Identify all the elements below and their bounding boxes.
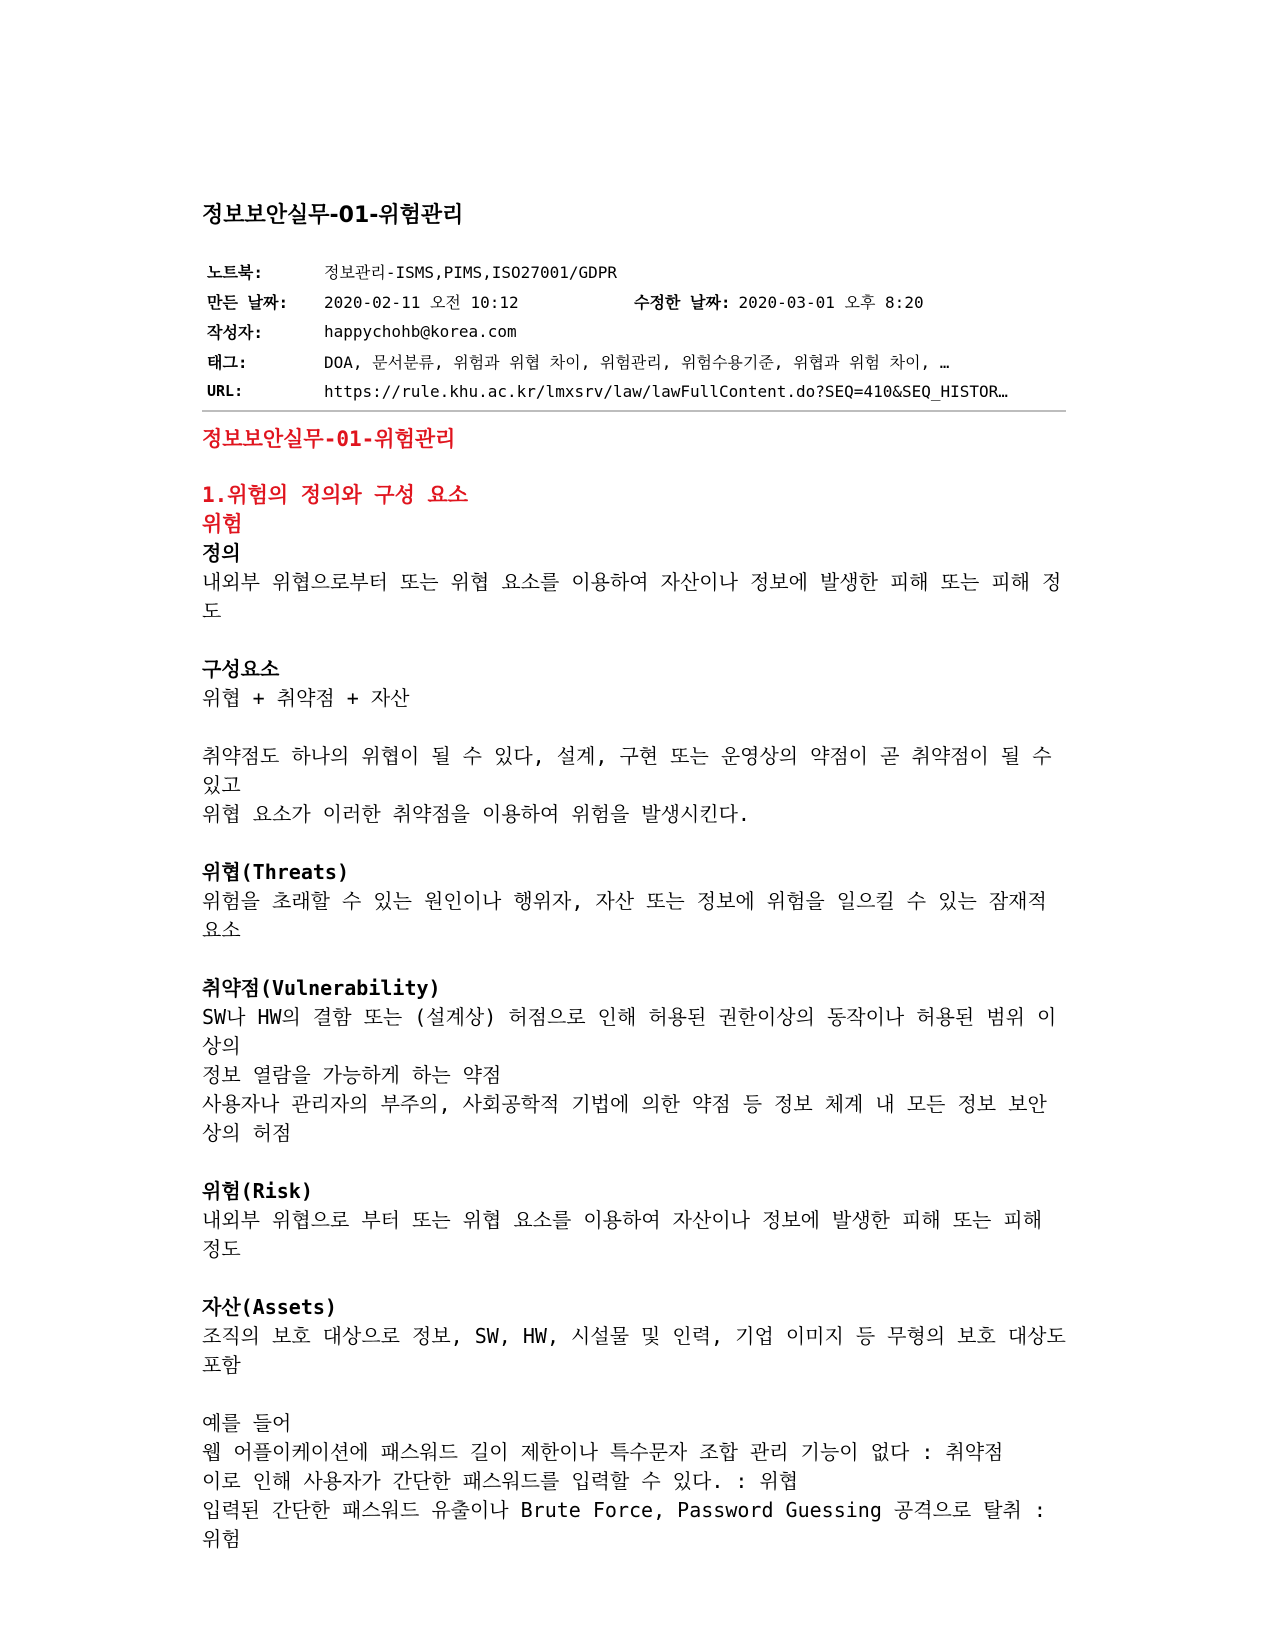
- assets-text: 조직의 보호 대상으로 정보, SW, HW, 시설물 및 인력, 기업 이미지 등 무형의 보호 대상도 포함: [202, 1324, 1066, 1377]
- vulnerability-heading-en: (Vulnerability): [259, 976, 441, 1000]
- section-heading: 1.위험의 정의와 구성 요소: [202, 483, 469, 507]
- content-heading: 정보보안실무-01-위험관리: [202, 427, 456, 451]
- definition-text: 내외부 위협으로부터 또는 위협 요소를 이용하여 자산이나 정보에 발생한 피해 또는 피해 정도: [202, 570, 1062, 623]
- author-value: happychohb@korea.com: [324, 321, 517, 341]
- meta-author-row: [202, 316, 1066, 346]
- assets-heading-ko: 자산: [202, 1295, 241, 1319]
- tags-value: DOA, 문서분류, 위험과 위협 차이, 위험관리, 위험수용기준, 위협과 위험 차이, …: [324, 352, 950, 372]
- risk-heading-en: (Risk): [240, 1179, 313, 1203]
- note-page: [202, 196, 1066, 1554]
- tags-label: 태그:: [207, 352, 248, 372]
- threats-heading-en: (Threats): [240, 860, 350, 884]
- threats-text: 위험을 초래할 수 있는 원인이나 행위자, 자산 또는 정보에 위험을 일으킬 수 있는 잠재적 요소: [202, 889, 1047, 942]
- threats-heading-ko: 위협: [202, 860, 241, 884]
- notebook-value: 정보관리-ISMS,PIMS,ISO27001/GDPR: [324, 262, 618, 282]
- example-line-3: 입력된 간단한 패스워드 유출이나 Brute Force, Password Guessing 공격으로 탈취 : 위험: [202, 1498, 1046, 1551]
- vulnerability-heading: [202, 974, 1066, 1003]
- meta-notebook-row: [202, 256, 1066, 286]
- definition-heading: 정의: [202, 541, 241, 565]
- vulnerability-note-2: 위협 요소가 이러한 취약점을 이용하여 위험을 발생시킨다.: [202, 802, 750, 826]
- risk-heading: 위험: [202, 512, 243, 536]
- modified-value: 2020-03-01 오후 8:20: [738, 292, 924, 312]
- author-label: 작성자:: [207, 322, 264, 342]
- metadata-divider: [202, 410, 1066, 412]
- modified-label: 수정한 날짜:: [634, 292, 731, 312]
- url-link[interactable]: https://rule.khu.ac.kr/lmxsrv/law/lawFullContent.do?SEQ=410&SEQ_HISTOR…: [324, 381, 1008, 401]
- meta-url-row: [202, 376, 1066, 406]
- vulnerability-heading-ko: 취약점: [202, 976, 260, 1000]
- meta-dates-row: [202, 286, 1066, 316]
- risk-heading-ko: 위험: [202, 1179, 241, 1203]
- notebook-label: 노트북:: [207, 262, 264, 282]
- threats-heading: [202, 858, 1066, 887]
- vulnerability-text-3: 사용자나 관리자의 부주의, 사회공학적 기법에 의한 약점 등 정보 체계 내 모든 정보 보안상의 허점: [202, 1092, 1047, 1145]
- assets-heading: [202, 1293, 1066, 1322]
- example-line-2: 이로 인해 사용자가 간단한 패스워드를 입력할 수 있다. : 위협: [202, 1469, 799, 1493]
- vulnerability-text-1: SW나 HW의 결함 또는 (설계상) 허점으로 인해 허용된 권한이상의 동작이나 허용된 범위 이상의: [202, 1005, 1057, 1058]
- assets-heading-en: (Assets): [240, 1295, 337, 1319]
- components-text: 위협 + 취약점 + 자산: [202, 686, 410, 710]
- created-label: 만든 날짜:: [207, 292, 289, 312]
- document-title: 정보보안실무-01-위험관리: [202, 203, 464, 228]
- example-heading: 예를 들어: [202, 1411, 292, 1435]
- note-metadata: [202, 256, 1066, 406]
- vulnerability-text-2: 정보 열람을 가능하게 하는 약점: [202, 1063, 502, 1087]
- url-label: URL:: [207, 382, 244, 400]
- meta-tags-row: [202, 346, 1066, 376]
- components-heading: 구성요소: [202, 657, 280, 681]
- vulnerability-note-1: 취약점도 하나의 위협이 될 수 있다, 설계, 구현 또는 운영상의 약점이 곧 취약점이 될 수 있고: [202, 744, 1052, 797]
- created-value: 2020-02-11 오전 10:12: [324, 292, 519, 312]
- risk-definition-heading: [202, 1177, 1066, 1206]
- note-content: [202, 424, 1066, 1554]
- example-line-1: 웹 어플이케이션에 패스워드 길이 제한이나 특수문자 조합 관리 기능이 없다 : 취약점: [202, 1440, 1004, 1464]
- risk-text: 내외부 위협으로 부터 또는 위협 요소를 이용하여 자산이나 정보에 발생한 피해 또는 피해 정도: [202, 1208, 1043, 1261]
